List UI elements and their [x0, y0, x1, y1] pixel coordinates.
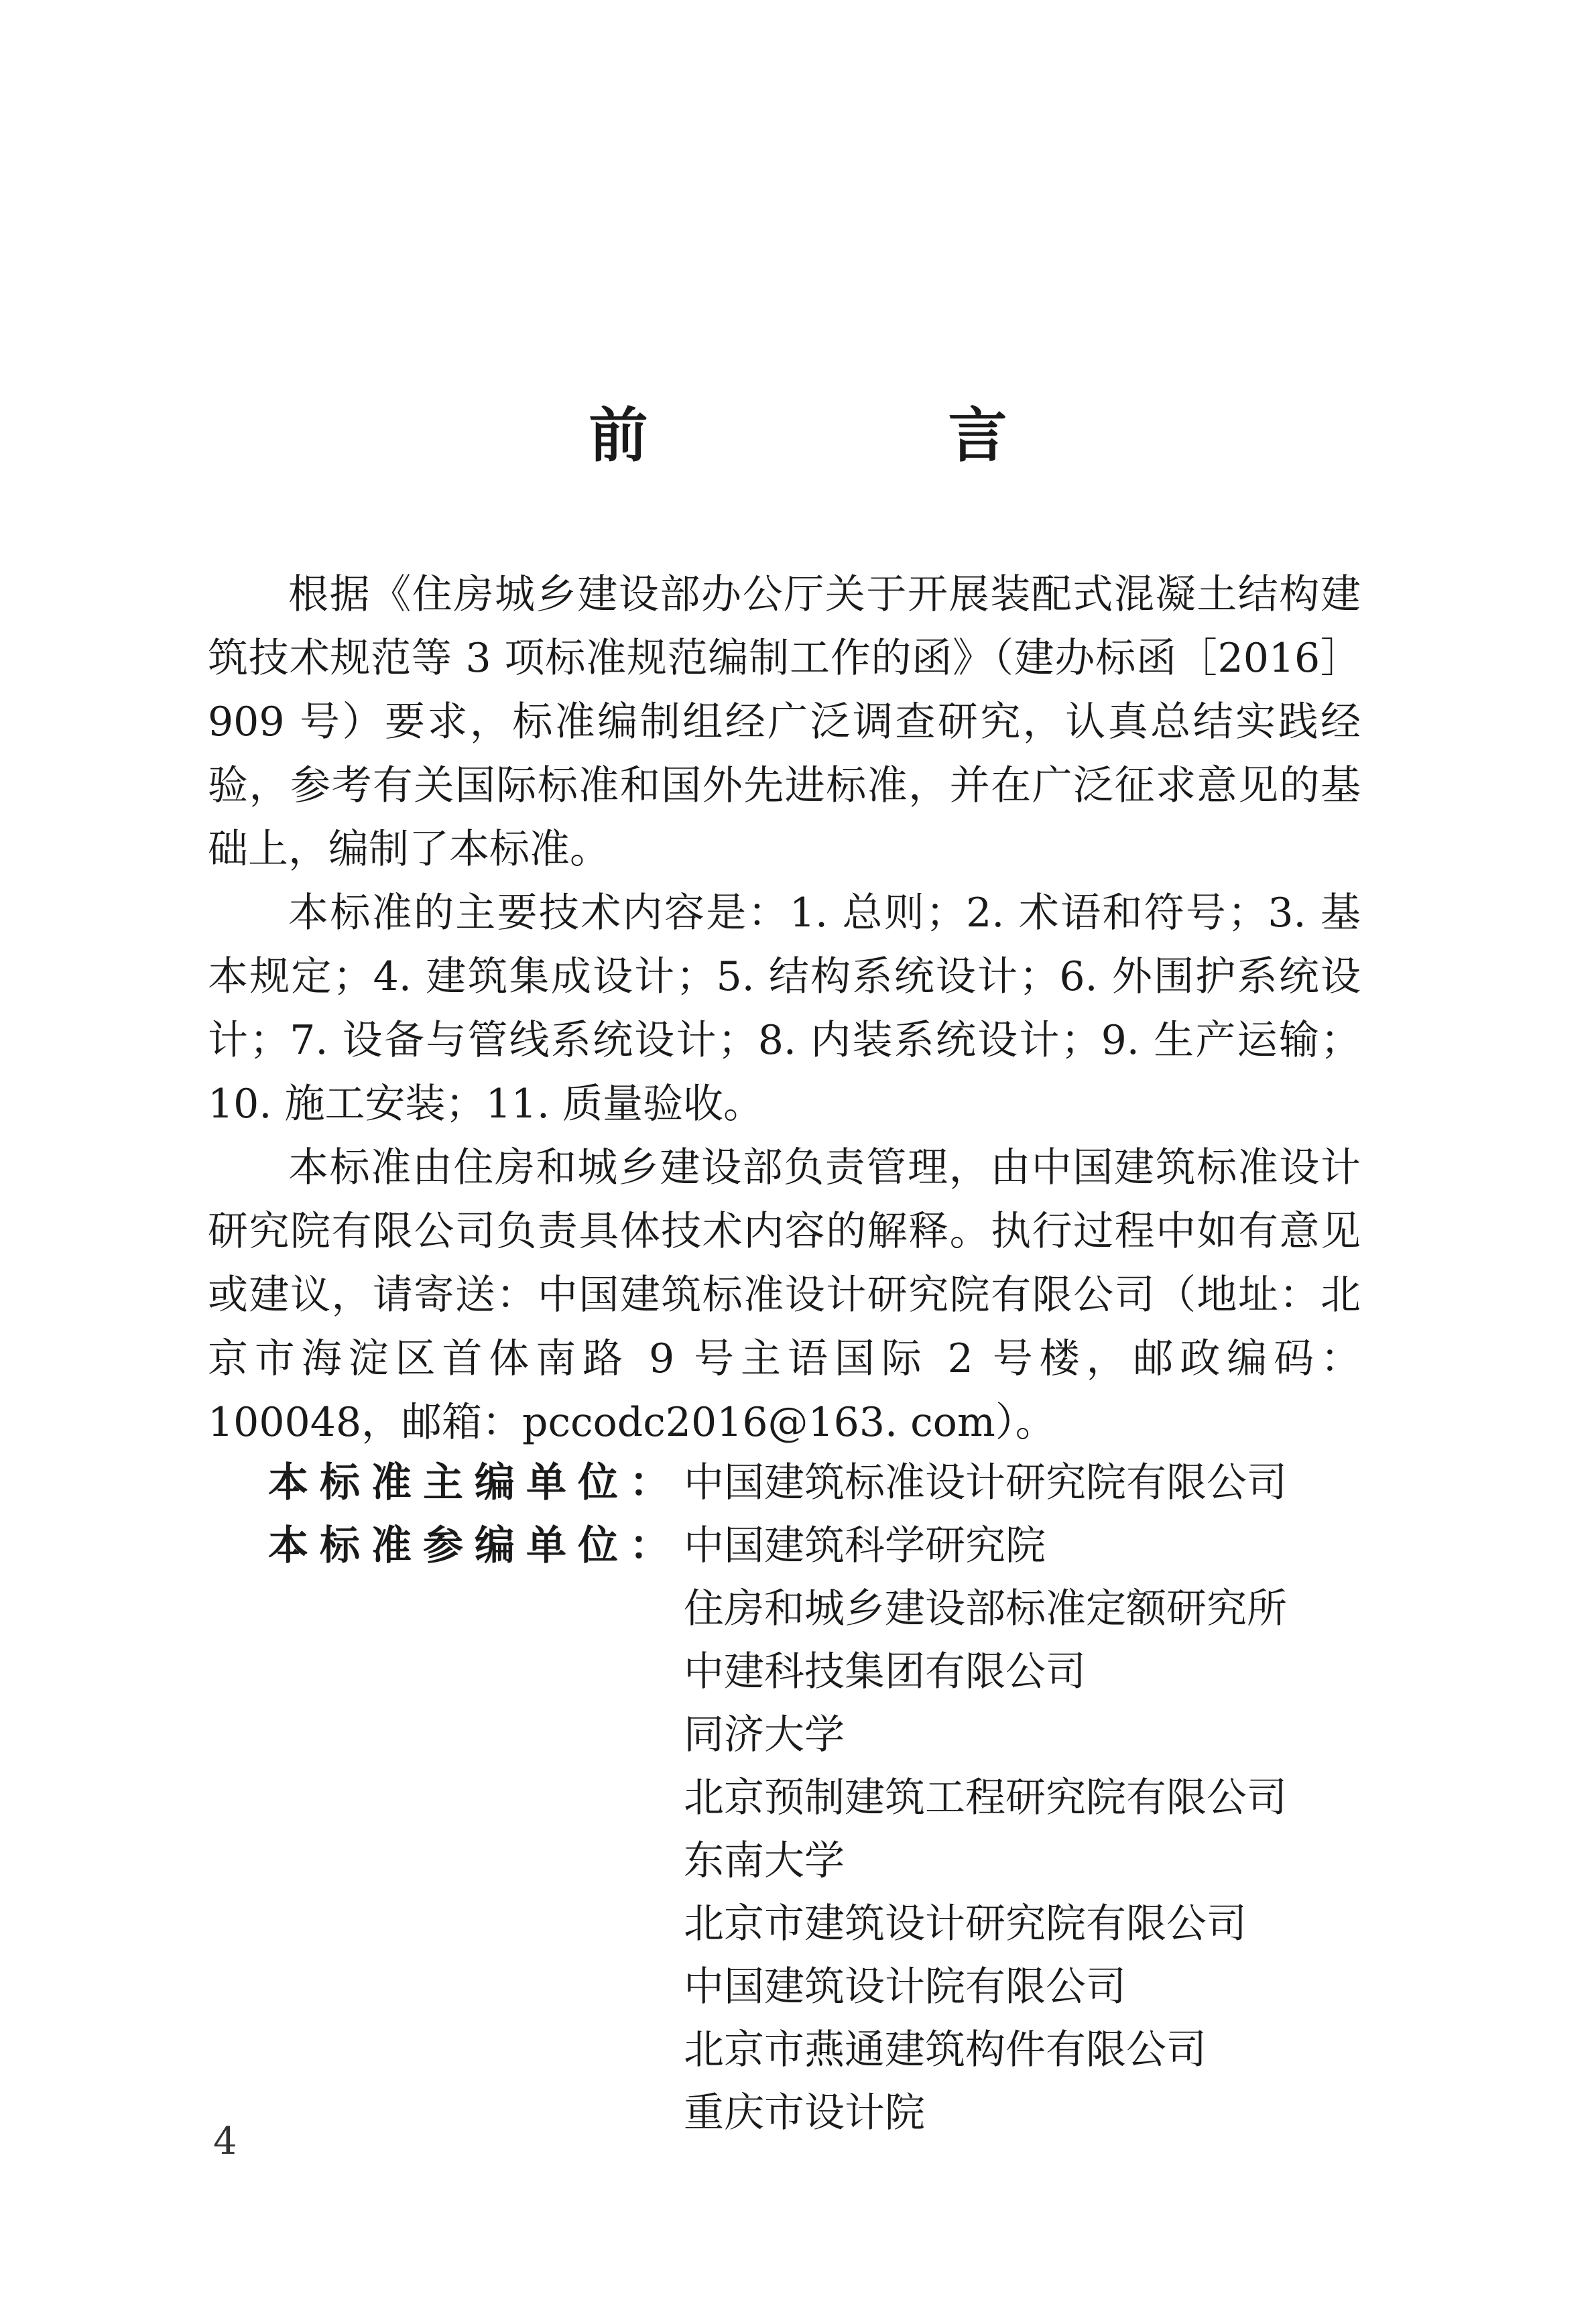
page-title: 前 言: [589, 401, 1128, 470]
participating-units-row: [268, 1514, 1361, 2144]
participating-unit: 东南大学: [684, 1837, 845, 1884]
participating-unit: 北京预制建筑工程研究院有限公司: [684, 1774, 1287, 1821]
participating-unit: 重庆市设计院: [684, 2089, 925, 2136]
page-number: 4: [213, 2120, 237, 2163]
preface-body: [208, 563, 1361, 1455]
paragraph-contents: 本标准的主要技术内容是：1. 总则；2. 术语和符号；3. 基本规定；4. 建筑集成设计；5. 结构系统设计；6. 外围护系统设计；7. 设备与管线系统设计；8. 内装系统设计；9. 生产运输；10. 施工安装；11. 质量验收。: [208, 890, 1361, 1128]
participating-unit: 中国建筑设计院有限公司: [684, 1963, 1126, 2010]
chief-unit-name: 中国建筑标准设计研究院有限公司: [684, 1459, 1287, 1506]
chief-unit-row: [268, 1451, 1361, 1514]
participating-unit: 同济大学: [684, 1711, 845, 1758]
chief-unit-list: [684, 1451, 1361, 1514]
participating-unit: 中国建筑科学研究院: [684, 1522, 1046, 1569]
participating-units-list: [684, 1514, 1361, 2144]
chief-unit-label: 本标准主编单位：: [268, 1459, 681, 1506]
editing-units: [268, 1451, 1361, 2144]
participating-unit: 北京市建筑设计研究院有限公司: [684, 1900, 1247, 1947]
participating-unit: 住房和城乡建设部标准定额研究所: [684, 1585, 1287, 1632]
participating-units-label: 本标准参编单位：: [268, 1522, 681, 1569]
paragraph-management: 本标准由住房和城乡建设部负责管理，由中国建筑标准设计研究院有限公司负责具体技术内容的解释。执行过程中如有意见或建议，请寄送：中国建筑标准设计研究院有限公司（地址：北京市海淀区首体南路 9 号主语国际 2 号楼，邮政编码：100048，邮箱：pccodc2016@163. com）。: [208, 1144, 1361, 1446]
participating-unit: 北京市燕通建筑构件有限公司: [684, 2026, 1207, 2073]
paragraph-basis: 根据《住房城乡建设部办公厅关于开展装配式混凝土结构建筑技术规范等 3 项标准规范编制工作的函》（建办标函［2016］909 号）要求，标准编制组经广泛调查研究，认真总结实践经验，参考有关国际标准和国外先进标准，并在广泛征求意见的基础上，编制了本标准。: [208, 571, 1361, 873]
participating-unit: 中建科技集团有限公司: [684, 1648, 1086, 1695]
